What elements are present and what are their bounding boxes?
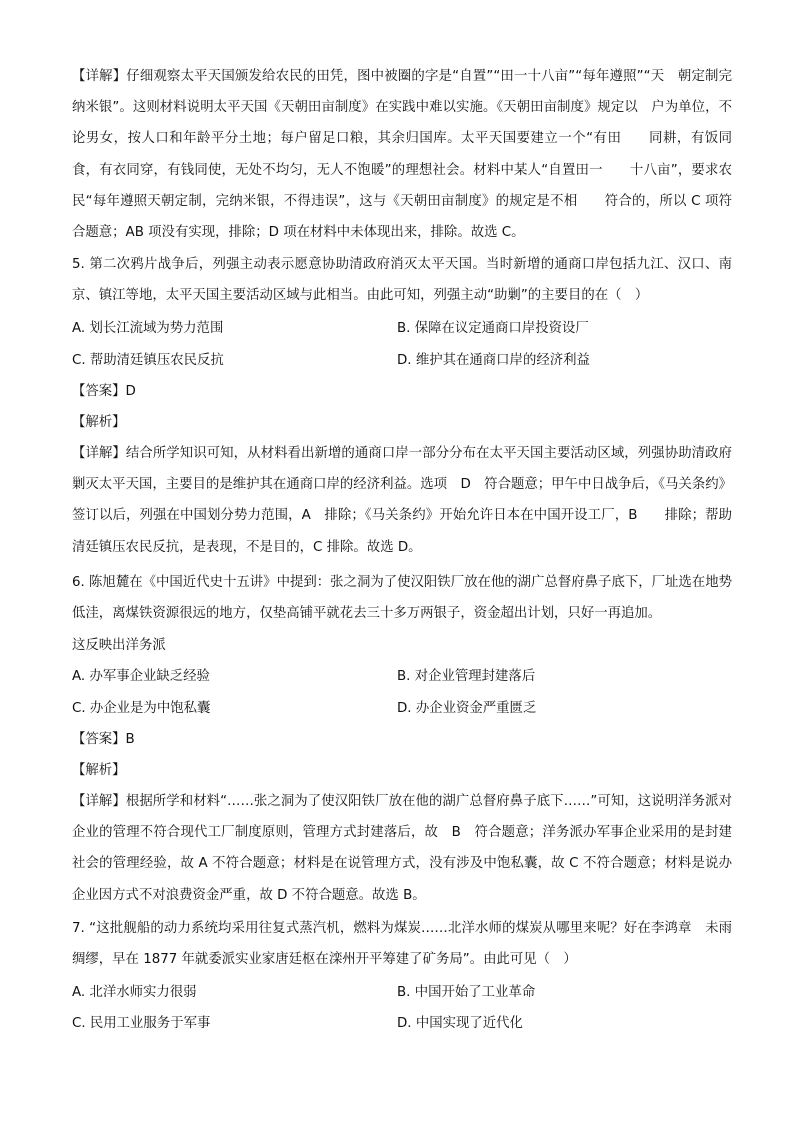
q6-stem: 6. 陈旭麓在《中国近代史十五讲》中提到：张之洞为了使汉阳铁厂放在他的湖广总督府鼻子底下，厂址选在地势低洼，离煤铁资源很远的地方，仅垫高铺平就花去三十多万两银子，资金超出计划，只好一再追加。 <box>72 575 732 622</box>
q6-stem-2: 这反映出洋务派 <box>72 638 166 653</box>
q5-stem: 5. 第二次鸦片战争后，列强主动表示愿意协助清政府消灭太平天国。当时新增的通商口岸包括九江、汉口、南京、镇江等地，太平天国主要活动区域与此相当。由此可知，列强主动“助剿”的主要目的在（ ） <box>72 257 732 304</box>
q7-option-b: B. 中国开始了工业革命 <box>397 985 536 1000</box>
q6-option-c: C. 办企业是为中饱私囊 <box>72 701 211 716</box>
q5-option-b: B. 保障在议定通商口岸投资设厂 <box>397 321 589 336</box>
q6-analysis-label: 【解析】 <box>72 763 126 778</box>
q5-option-d: D. 维护其在通商口岸的经济利益 <box>397 353 590 368</box>
q5-answer: 【答案】D <box>72 384 136 399</box>
q7-option-c: C. 民用工业服务于军事 <box>72 1016 211 1031</box>
q4-detail: 【详解】仔细观察太平天国颁发给农民的田凭，图中被圈的字是“自置”“田一十八亩”“每年遵照”“天 朝定制完纳米银”。这则材料说明太平天国《天朝田亩制度》在实践中难以实施。《天朝田亩制度》规定以 户为单位，不论男女，按人口和年龄平分土地；每户留足口粮，其余归国库。太平天国要建立一个“有田 同耕，有饭同食，有衣同穿，有钱同使，无处不均匀，无人不饱暖”的理想社会。材料中某人“自置田一 十八亩”，要求农民“每年遵照天朝定制，完纳米银，不得违误”，这与《天朝田亩制度》的规定是不相 符合的，所以 C 项符合题意；AB 项没有实现，排除；D 项在材料中未体现出来，排除。故选 C。 <box>72 69 732 241</box>
q7-option-d: D. 中国实现了近代化 <box>397 1016 523 1031</box>
q5-option-c: C. 帮助清廷镇压农民反抗 <box>72 353 224 368</box>
q5-detail: 【详解】结合所学知识可知，从材料看出新增的通商口岸一部分分布在太平天国主要活动区域，列强协助清政府剿灭太平天国，主要目的是维护其在通商口岸的经济利益。选项 D 符合题意；甲午中日战争后，《马关条约》签订以后，列强在中国划分势力范围，A 排除；《马关条约》开始允许日本在中国开设工厂，B 排除；帮助清廷镇压农民反抗，是表现，不是目的，C 排除。故选 D。 <box>72 446 732 555</box>
q7-option-a: A. 北洋水师实力很弱 <box>72 985 197 1000</box>
q6-option-d: D. 办企业资金严重匮乏 <box>397 701 537 716</box>
q6-answer: 【答案】B <box>72 732 135 747</box>
q5-option-a: A. 划长江流域为势力范围 <box>72 321 224 336</box>
q6-option-b: B. 对企业管理封建落后 <box>397 669 536 684</box>
q6-option-a: A. 办军事企业缺乏经验 <box>72 669 210 684</box>
q5-analysis-label: 【解析】 <box>72 415 126 430</box>
q7-stem: 7. “这批舰船的动力系统均采用往复式蒸汽机，燃料为煤炭……北洋水师的煤炭从哪里来呢？好在李鸿章 未雨绸缪，早在 1877 年就委派实业家唐廷枢在滦州开平筹建了矿务局”。由此可见（ ） <box>72 921 732 968</box>
q6-detail: 【详解】根据所学和材料“……张之洞为了使汉阳铁厂放在他的湖广总督府鼻子底下……”可知，这说明洋务派对企业的管理不符合现代工厂制度原则，管理方式封建落后，故 B 符合题意；洋务派办军事企业采用的是封建社会的管理经验，故 A 不符合题意；材料是在说管理方式，没有涉及中饱私囊，故 C 不符合题意；材料是说办企业因方式不对浪费资金严重，故 D 不符合题意。故选 B。 <box>72 794 732 903</box>
